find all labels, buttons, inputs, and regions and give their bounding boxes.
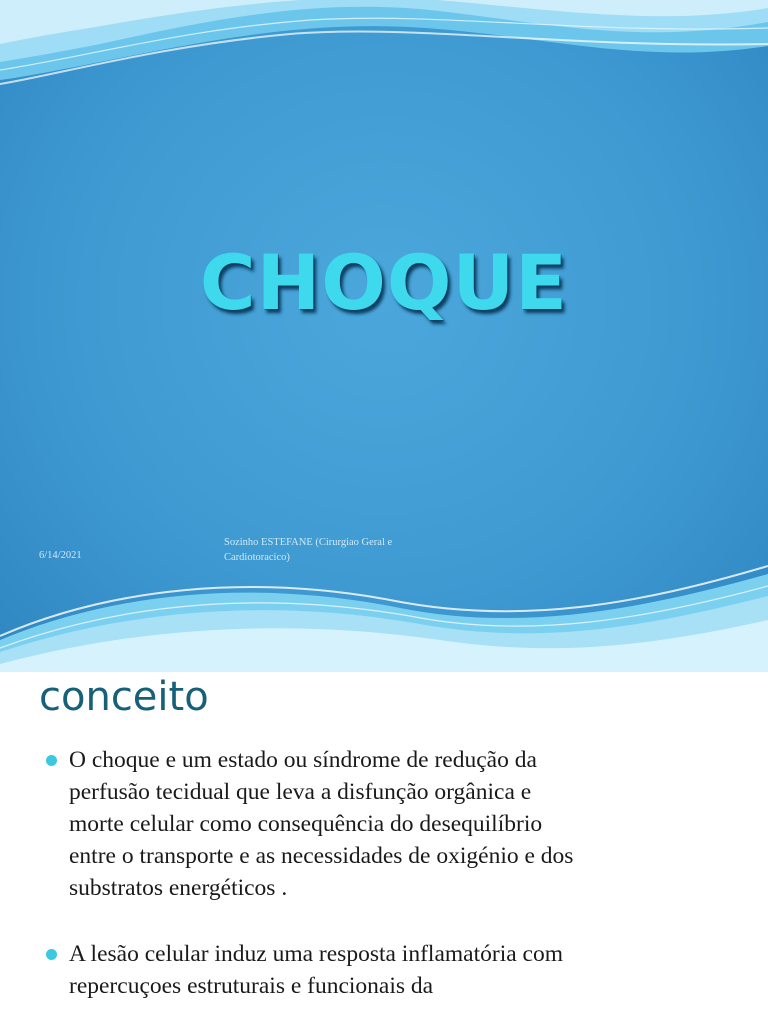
bullet-item — [44, 938, 744, 1002]
bullet-line: A lesão celular induz uma resposta inflamatória com — [69, 941, 563, 967]
bullet-item — [44, 744, 744, 904]
bullet-line: perfusão tecidual que leva a disfunção orgânica e — [69, 779, 532, 805]
footer-author — [224, 535, 464, 565]
bullet-line: substratos energéticos . — [69, 875, 288, 901]
bullet-list — [44, 744, 744, 1002]
bullet-dot-icon — [46, 949, 57, 960]
bullet-dot-icon — [46, 755, 57, 766]
footer-date: 6/14/2021 — [39, 550, 82, 561]
footer-author-line: Cardiotoracico) — [224, 552, 290, 563]
bullet-line: entre o transporte e as necessidades de oxigénio e dos — [69, 843, 574, 869]
footer-author-line: Sozinho ESTEFANE (Cirurgiao Geral e — [224, 537, 393, 548]
slide-heading: conceito — [39, 674, 209, 720]
bullet-line: morte celular como consequência do desequilíbrio — [69, 811, 543, 837]
content-slide — [0, 672, 768, 1024]
bullet-line: O choque e um estado ou síndrome de redução da — [69, 747, 537, 773]
bullet-line: repercuçoes estruturais e funcionais da — [69, 973, 434, 999]
slide-title: CHOQUE — [199, 238, 569, 327]
